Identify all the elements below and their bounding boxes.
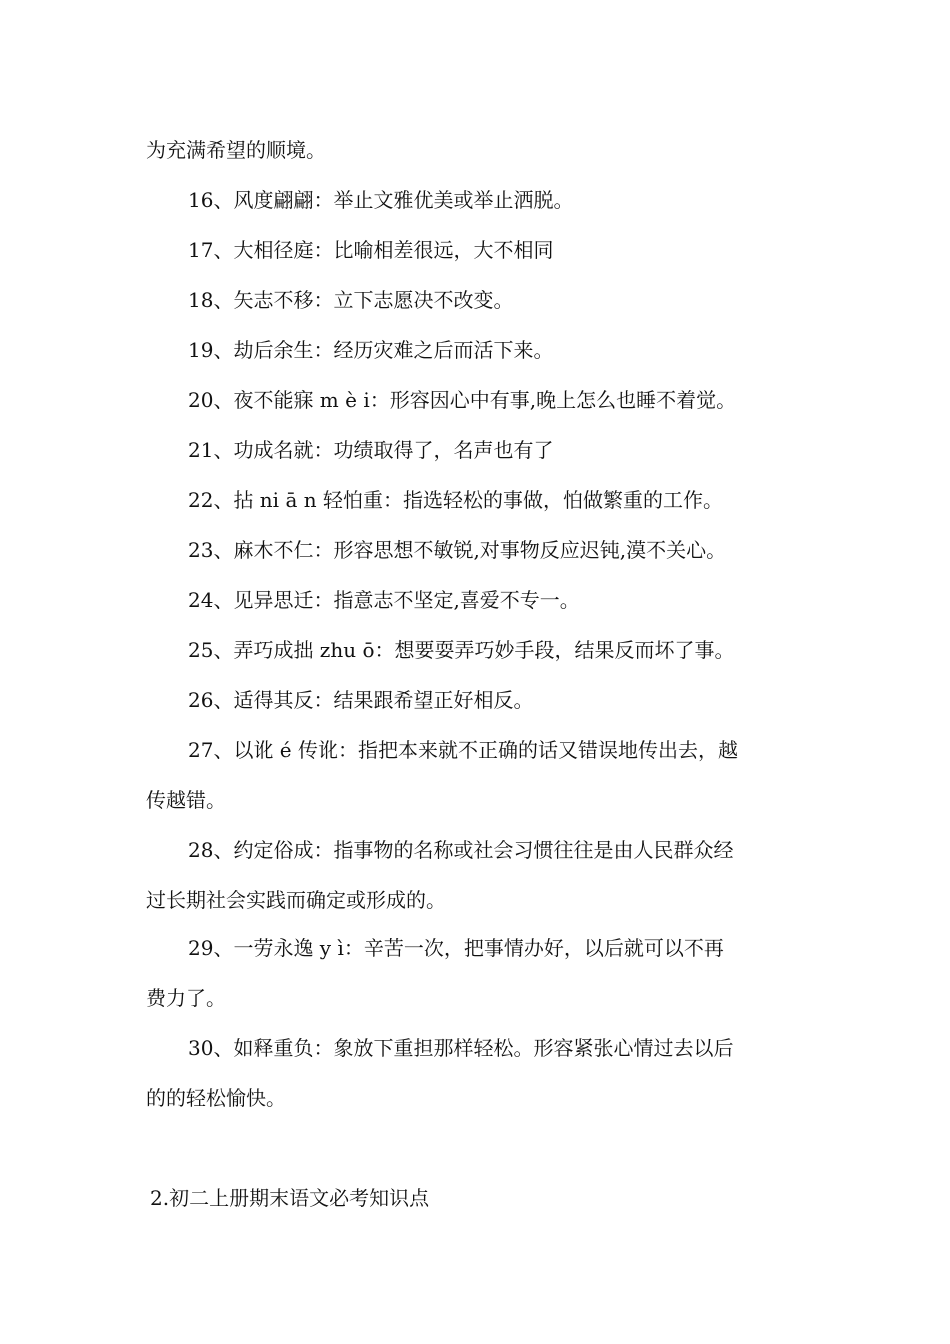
idiom-entry-25: 25、弄巧成拙 zhu ō：想要耍弄巧妙手段，结果反而坏了事。 [188, 638, 735, 662]
idiom-entry-22: 22、拈 ni ā n 轻怕重：指选轻松的事做，怕做繁重的工作。 [188, 488, 723, 512]
idiom-entry-26: 26、适得其反：结果跟希望正好相反。 [188, 688, 534, 712]
idiom-entry-20: 20、夜不能寐 m è i：形容因心中有事,晚上怎么也睡不着觉。 [188, 388, 737, 412]
idiom-entry-27-cont: 传越错。 [146, 788, 226, 812]
idiom-entry-30: 30、如释重负：象放下重担那样轻松。形容紧张心情过去以后 [188, 1036, 734, 1060]
idiom-entry-28: 28、约定俗成：指事物的名称或社会习惯往往是由人民群众经 [188, 838, 734, 862]
idiom-entry-24: 24、见异思迁：指意志不坚定,喜爱不专一。 [188, 588, 580, 612]
text-line: 为充满希望的顺境。 [146, 138, 326, 162]
section-title: 2.初二上册期末语文必考知识点 [150, 1186, 430, 1210]
idiom-entry-17: 17、大相径庭：比喻相差很远，大不相同 [188, 238, 554, 262]
idiom-entry-18: 18、矢志不移：立下志愿决不改变。 [188, 288, 514, 312]
idiom-entry-23: 23、麻木不仁：形容思想不敏锐,对事物反应迟钝,漠不关心。 [188, 538, 727, 562]
idiom-entry-16: 16、风度翩翩：举止文雅优美或举止洒脱。 [188, 188, 574, 212]
idiom-entry-30-cont: 的的轻松愉快。 [146, 1086, 286, 1110]
idiom-entry-29-cont: 费力了。 [146, 986, 226, 1010]
idiom-entry-19: 19、劫后余生：经历灾难之后而活下来。 [188, 338, 554, 362]
idiom-entry-29: 29、一劳永逸 y ì：辛苦一次，把事情办好，以后就可以不再 [188, 936, 724, 960]
idiom-entry-27: 27、以讹 é 传讹：指把本来就不正确的话又错误地传出去，越 [188, 738, 738, 762]
idiom-entry-28-cont: 过长期社会实践而确定或形成的。 [146, 888, 446, 912]
idiom-entry-21: 21、功成名就：功绩取得了，名声也有了 [188, 438, 554, 462]
